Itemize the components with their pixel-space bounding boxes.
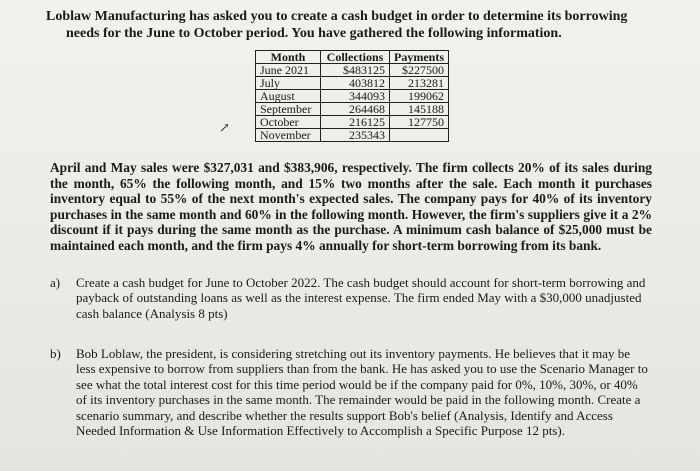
intro-line-1: Loblaw Manufacturing has asked you to create a cash budget in order to determine its borrowing — [46, 9, 628, 24]
header-collections: Collections — [321, 51, 390, 64]
question-b-label: b) — [50, 346, 61, 361]
cell-payments: 127750 — [390, 116, 449, 129]
header-month: Month — [256, 51, 321, 64]
collections-payments-table — [255, 50, 449, 142]
question-b — [50, 346, 650, 438]
question-b-text: Bob Loblaw, the president, is considering stretching out its inventory payments. He believes that it may be less expensive to borrow from suppliers than from the bank. He has asked you to use the Scenario Manager to see what the total interest cost for this time period would be if the company paid for 0%, 10%, 30%, or 40% of its inventory purchases in the same month. The remainder would be paid in the following month. Create a scenario summary, and describe whether the results support Bob's belief (Analysis, Identify and Access Needed Information & Use Information Effectively to Accomplish a Specific Purpose 12 pts). — [76, 346, 648, 439]
cell-month: November — [256, 129, 321, 142]
cell-collections: $483125 — [321, 64, 390, 77]
table-row — [256, 103, 449, 116]
cell-payments: 213281 — [390, 77, 449, 90]
question-a-text: Create a cash budget for June to October 2022. The cash budget should account for short-term borrowing and payback of outstanding loans as well as the interest expense. The firm ended May with a $30,000 unadjusted cash balance (Analysis 8 pts) — [76, 275, 646, 321]
intro-text — [46, 8, 686, 42]
header-payments: Payments — [390, 51, 449, 64]
cell-month: June 2021 — [256, 64, 321, 77]
cell-payments: 145188 — [390, 103, 449, 116]
table-row — [256, 64, 449, 77]
cell-collections: 235343 — [321, 129, 390, 142]
table-row — [256, 116, 449, 129]
table-row — [256, 90, 449, 103]
cell-collections: 403812 — [321, 77, 390, 90]
cell-month: September — [256, 103, 321, 116]
question-a-label: a) — [50, 275, 61, 290]
cell-collections: 264468 — [321, 103, 390, 116]
question-a — [50, 275, 650, 321]
cell-month: October — [256, 116, 321, 129]
cell-collections: 216125 — [321, 116, 390, 129]
cell-payments — [390, 129, 449, 142]
table-row — [256, 129, 449, 142]
intro-line-2: needs for the June to October period. You have gathered the following information. — [66, 26, 562, 41]
cell-month: July — [256, 77, 321, 90]
problem-paragraph: April and May sales were $327,031 and $383,906, respectively. The firm collects 20% of its sales during the month, 65% the following month, and 15% two months after the sale. Each month it purchases inventory equal to 55% of the next month's expected sales. The company pays for 40% of its inventory purchases in the same month and 60% in the following month. However, the firm's suppliers give it a 2% discount if it pays during the same month as the purchase. A minimum cash balance of $25,000 must be maintained each month, and the firm pays 4% annually for short-term borrowing from its bank. — [50, 160, 652, 253]
table-row — [256, 77, 449, 90]
table-header-row — [256, 51, 449, 64]
cell-payments: 199062 — [390, 90, 449, 103]
cursor-marker-icon: ↗ — [219, 120, 230, 135]
cell-collections: 344093 — [321, 90, 390, 103]
cell-payments: $227500 — [390, 64, 449, 77]
cell-month: August — [256, 90, 321, 103]
